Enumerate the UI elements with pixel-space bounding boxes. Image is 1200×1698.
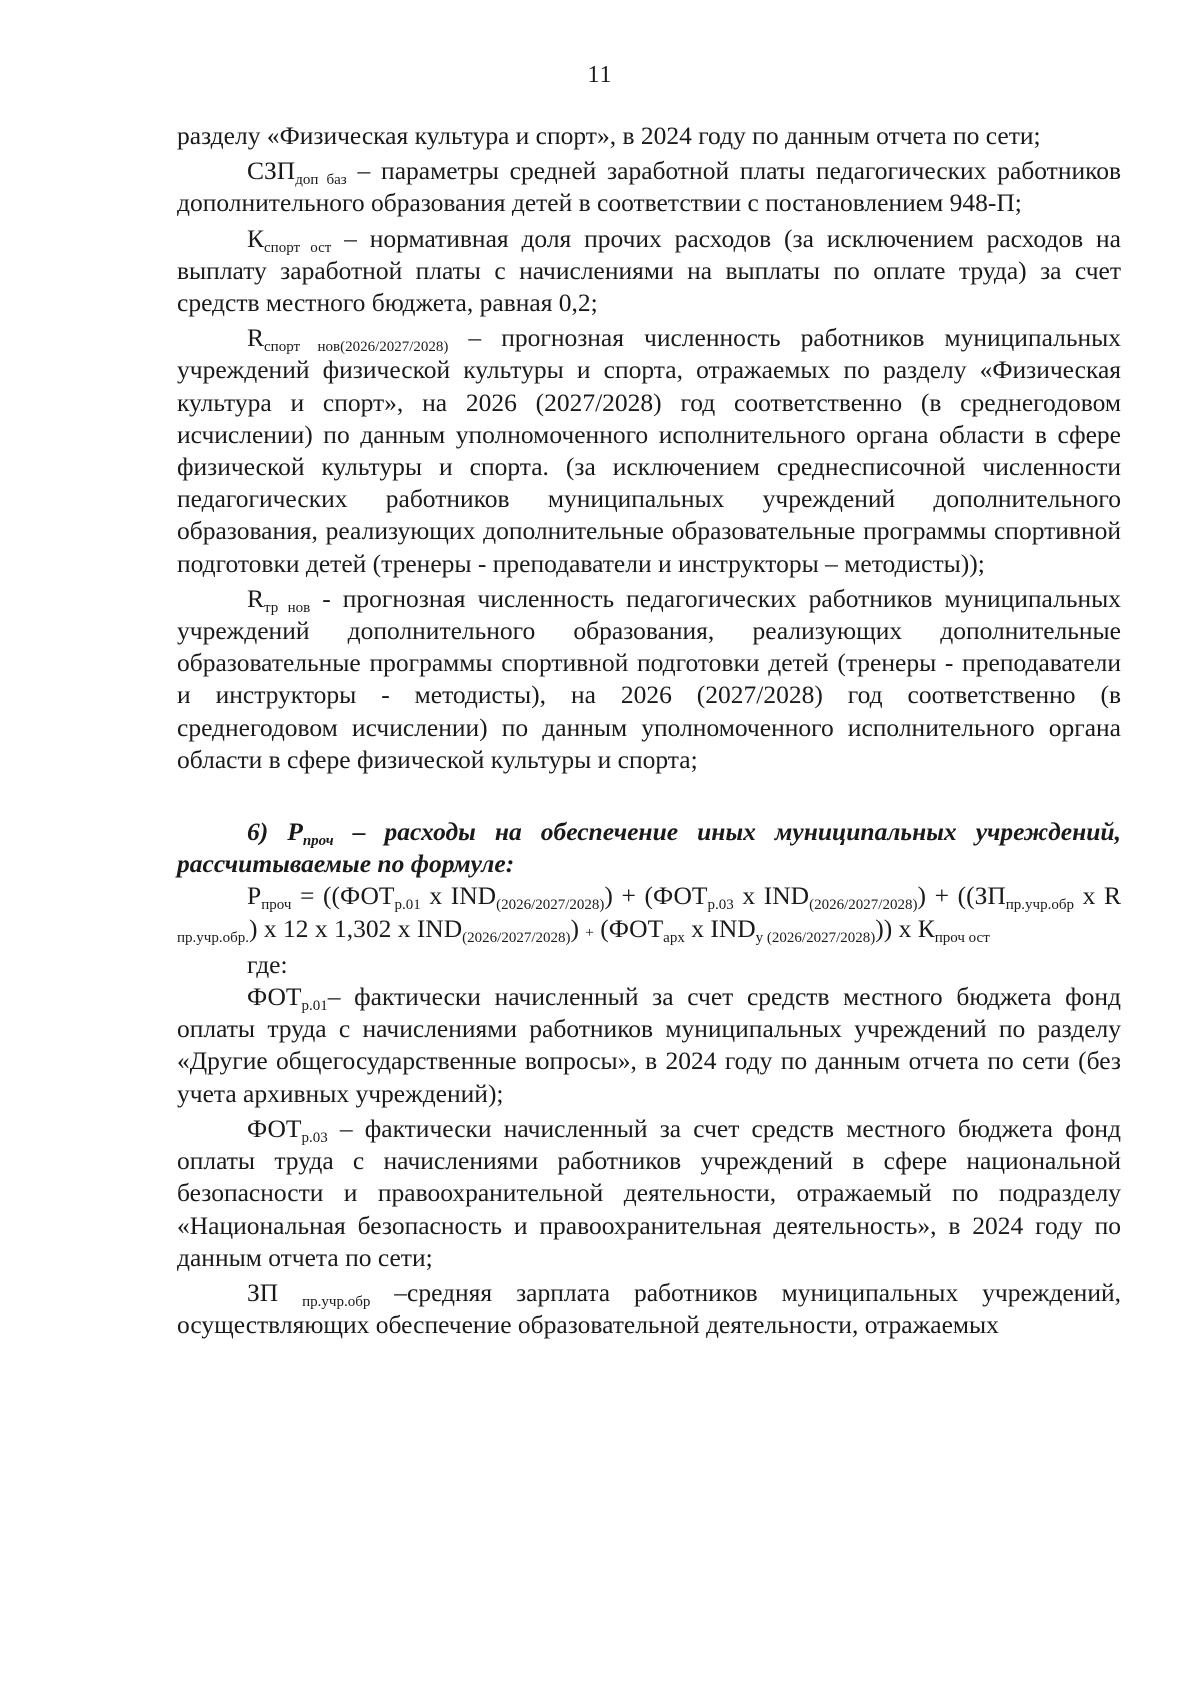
symbol: ЗП <box>247 1277 303 1307</box>
formula-part: ) <box>570 913 586 943</box>
formula-subscript: проч ост <box>934 929 990 946</box>
formula-part: )) х К <box>875 913 935 943</box>
formula-part: х IND <box>733 881 810 911</box>
formula-part: х IND <box>420 881 497 911</box>
symbol-subscript: спорт нов(2026/2027/2028) <box>264 339 449 356</box>
section-heading-6 <box>177 816 1121 880</box>
definition-fot-r03 <box>177 1113 1121 1274</box>
definition-r-tr-nov <box>177 583 1121 776</box>
formula-subscript: (2026/2027/2028) <box>496 897 605 914</box>
definition-fot-r01 <box>177 981 1121 1110</box>
definition-text: – фактически начисленный за счет средств местного бюджета фонд оплаты труда с начислениями работников муниципальных учреждений по разделу «Другие общегосударственные вопросы», в 2024 году по данным отчета по сети (без учета архивных учреждений); <box>177 982 1121 1108</box>
symbol-subscript: р.01 <box>301 998 328 1015</box>
formula-subscript: р.03 <box>707 897 734 914</box>
definition-k-sport-ost <box>177 223 1121 320</box>
formula-plus-sign: + <box>585 924 594 941</box>
formula-part: Р <box>247 881 262 911</box>
definition-text: –средняя зарплата работников муниципальных учреждений, осуществляющих обеспечение образовательной деятельности, отражаемых <box>177 1277 1121 1340</box>
heading-text: – расходы на обеспечение иных муниципальных учреждений, рассчитываемые по формуле: <box>177 817 1121 879</box>
symbol-subscript: пр.учр.обр <box>302 1293 371 1310</box>
symbol: R <box>247 323 265 353</box>
formula-part: (ФОТ <box>593 913 664 943</box>
definition-szp-dop-baz <box>177 155 1121 219</box>
formula-part: ) + ((ЗП <box>917 881 1006 911</box>
definition-text: – прогнозная численность работников муниципальных учреждений физической культуры и спорта, отражаемых по разделу «Физическая культура и спорт», на 2026 (2027/2028) год соответственно (в среднегодовом исчислении) по данным уполномоченного исполнительного органа области в сфере физической культуры и спорта. (за исключением среднесписочной численности педагогических работников муниципальных учреждений дополнительного образования, реализующих дополнительные образовательные программы спортивной подготовки детей (тренеры - преподаватели и инструкторы – методисты)); <box>177 323 1121 578</box>
definition-text: – параметры средней заработной платы педагогических работников дополнительного образования детей в соответствии с постановлением 948-П; <box>177 156 1121 218</box>
definition-r-sport-nov <box>177 322 1121 580</box>
formula-part: х IND <box>684 913 756 943</box>
definition-text: – фактически начисленный за счет средств местного бюджета фонд оплаты труда с начислениями работников учреждений в сфере национальной безопасности и правоохранительной деятельности, отражаемый по подразделу «Национальная безопасность и правоохранительная деятельность», в 2024 году по данным отчета по сети; <box>177 1113 1121 1272</box>
definition-text: - прогнозная численность педагогических работников муниципальных учреждений дополнительного образования, реализующих дополнительные образовательные программы спортивной подготовки детей (тренеры - преподаватели и инструкторы - методисты), на 2026 (2027/2028) год соответственно (в среднегодовом исчислении) по данным уполномоченного исполнительного органа области в сфере физической культуры и спорта; <box>177 583 1121 774</box>
formula-subscript: пр.учр.обр <box>1005 897 1074 914</box>
page-number: 11 <box>587 62 613 88</box>
formula-subscript: (2026/2027/2028) <box>462 929 571 946</box>
symbol: ФОТ <box>247 1113 302 1143</box>
formula-subscript: р.01 <box>394 897 421 914</box>
formula-subscript: арх <box>663 929 685 946</box>
formula-part: ) + (ФОТ <box>604 881 708 911</box>
document-body <box>177 120 1121 1341</box>
where-label: где: <box>247 949 288 979</box>
symbol: R <box>247 583 265 613</box>
paragraph-continuation: разделу «Физическая культура и спорт», в 2024 году по данным отчета по сети; <box>177 121 1041 150</box>
formula-subscript: y (2026/2027/2028) <box>755 929 876 946</box>
formula-part: х R <box>1073 881 1122 911</box>
heading-subscript: проч <box>302 833 334 850</box>
definition-zp-pr-uchr-obr <box>177 1277 1121 1341</box>
formula-part: ) х 12 х 1,302 х IND <box>248 913 463 943</box>
formula-subscript: проч <box>261 897 292 914</box>
definition-text: – нормативная доля прочих расходов (за исключением расходов на выплату заработной платы с начислениями на выплаты по оплате труда) за счет средств местного бюджета, равная 0,2; <box>177 223 1121 318</box>
symbol-subscript: тр нов <box>264 599 311 616</box>
symbol-subscript: доп баз <box>295 172 347 189</box>
symbol: ФОТ <box>247 982 302 1012</box>
symbol: СЗП <box>247 156 296 186</box>
symbol: К <box>247 223 265 253</box>
formula-part: = ((ФОТ <box>291 881 395 911</box>
heading-prefix: 6) Р <box>247 817 303 847</box>
formula-subscript: (2026/2027/2028) <box>809 897 918 914</box>
formula-p-proch <box>177 880 1121 948</box>
formula-subscript: пр.учр.обр. <box>177 929 249 946</box>
symbol-subscript: спорт ост <box>264 239 332 256</box>
symbol-subscript: р.03 <box>301 1129 328 1146</box>
